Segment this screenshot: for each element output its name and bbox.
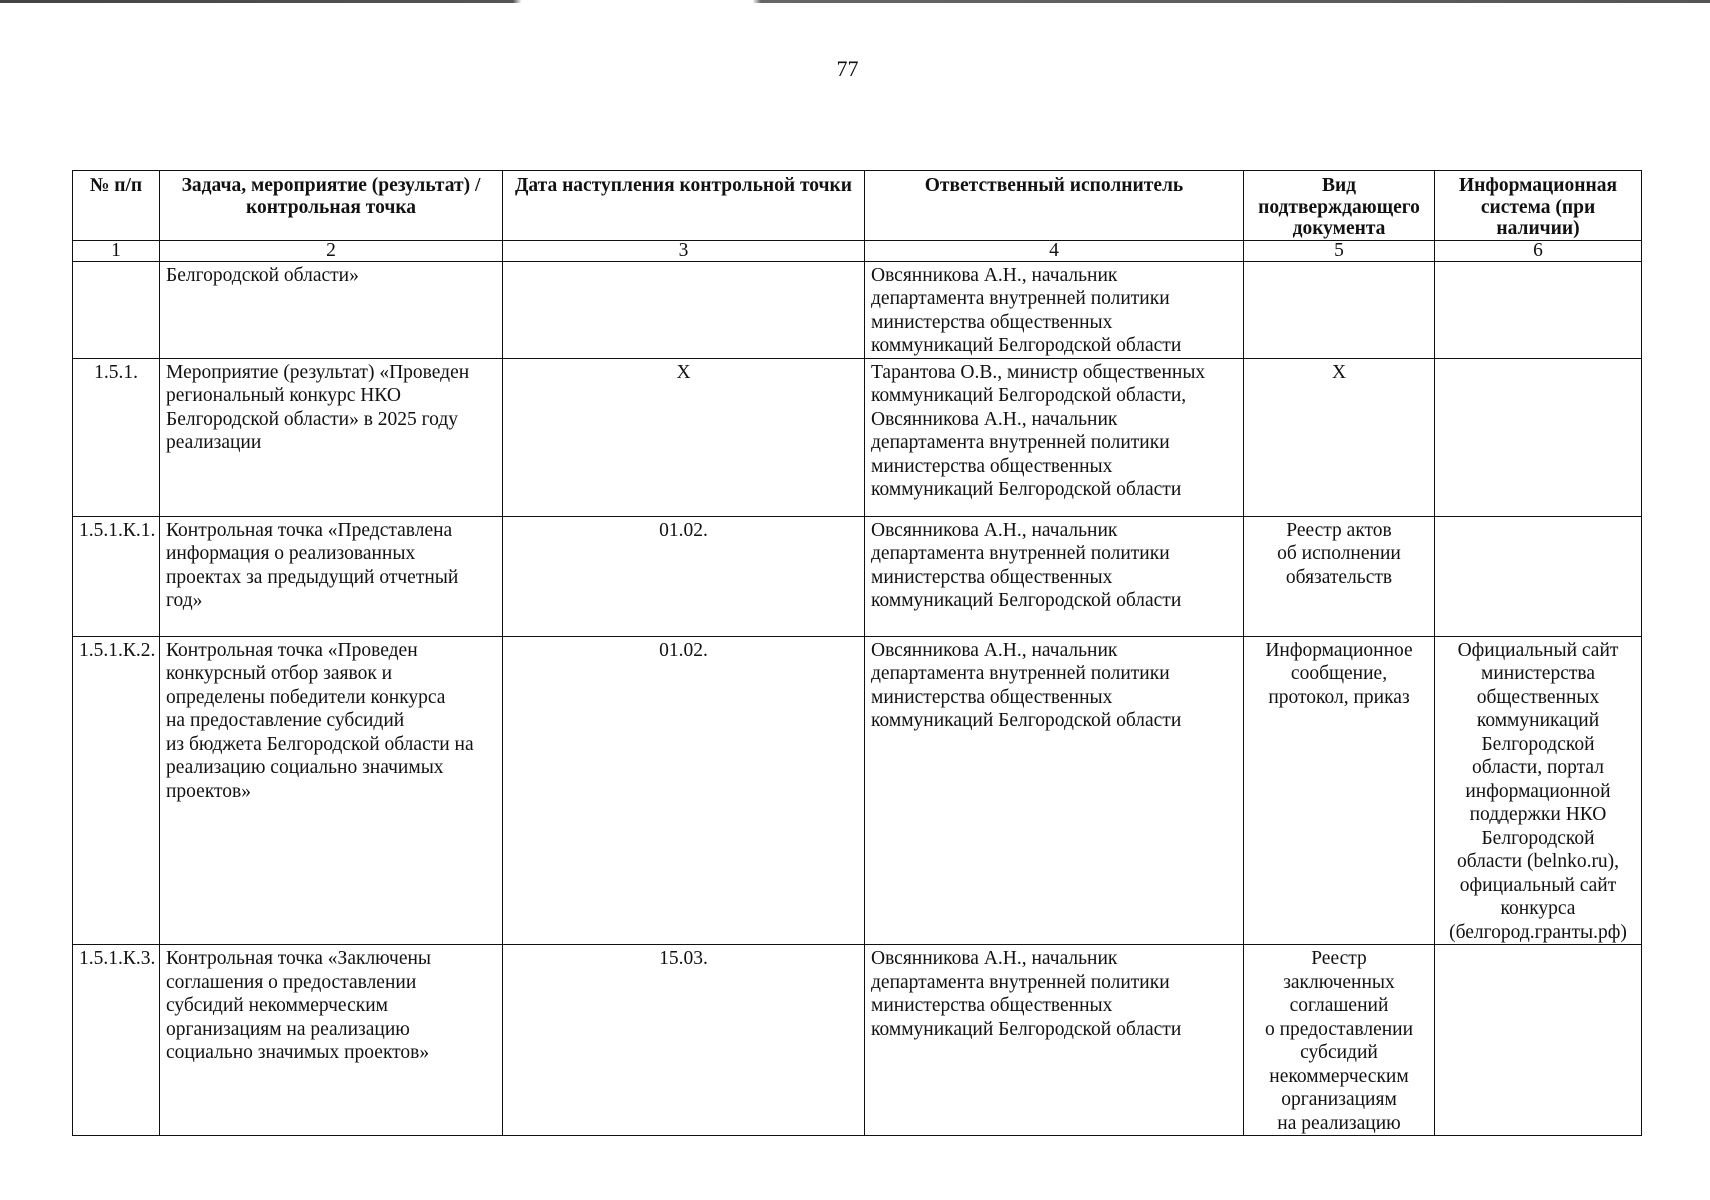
row-date: X (503, 358, 865, 516)
column-number: 5 (1244, 240, 1435, 261)
row-number: 1.5.1.К.3. (73, 945, 160, 1136)
header-system: Информационная система (при наличии) (1435, 171, 1642, 241)
column-number: 1 (73, 240, 160, 261)
row-responsible: Овсянникова А.Н., начальник департамента внутренней политики министерства общественных коммуникаций Белгородской области (865, 945, 1244, 1136)
column-numbers-row (73, 240, 1642, 261)
row-number: 1.5.1. (73, 358, 160, 516)
table-row (73, 636, 1642, 945)
row-date (503, 261, 865, 358)
control-points-table (72, 170, 1642, 1136)
header-responsible: Ответственный исполнитель (865, 171, 1244, 241)
row-number (73, 261, 160, 358)
table-header-row (73, 171, 1642, 241)
row-responsible: Тарантова О.В., министр общественных коммуникаций Белгородской области, Овсянникова А.Н., начальник департамента внутренней политики министерства общественных коммуникаций Белгородской области (865, 358, 1244, 516)
row-system (1435, 516, 1642, 636)
row-date: 15.03. (503, 945, 865, 1136)
column-number: 3 (503, 240, 865, 261)
row-task: Мероприятие (результат) «Проведен региональный конкурс НКО Белгородской области» в 2025 году реализации (160, 358, 503, 516)
row-responsible: Овсянникова А.Н., начальник департамента внутренней политики министерства общественных коммуникаций Белгородской области (865, 636, 1244, 945)
row-document: Реестр заключенных соглашений о предоставлении субсидий некоммерческим организациям на реализацию (1244, 945, 1435, 1136)
row-system (1435, 358, 1642, 516)
row-date: 01.02. (503, 516, 865, 636)
row-system (1435, 945, 1642, 1136)
header-number: № п/п (73, 171, 160, 241)
row-system (1435, 261, 1642, 358)
row-document: Реестр актов об исполнении обязательств (1244, 516, 1435, 636)
header-date: Дата наступления контрольной точки (503, 171, 865, 241)
row-number: 1.5.1.К.2. (73, 636, 160, 945)
row-date: 01.02. (503, 636, 865, 945)
row-document (1244, 261, 1435, 358)
row-system: Официальный сайт министерства общественных коммуникаций Белгородской области, портал информационной поддержки НКО Белгородской области (belnko.ru), официальный сайт конкурса (белгород.гранты.рф) (1435, 636, 1642, 945)
table-row (73, 261, 1642, 358)
column-number: 4 (865, 240, 1244, 261)
row-task: Контрольная точка «Проведен конкурсный отбор заявок и определены победители конкурса на предоставление субсидий из бюджета Белгородской области на реализацию социально значимых проектов» (160, 636, 503, 945)
row-task: Контрольная точка «Заключены соглашения о предоставлении субсидий некоммерческим организациям на реализацию социально значимых проектов» (160, 945, 503, 1136)
row-document: Информационное сообщение, протокол, приказ (1244, 636, 1435, 945)
scan-edge-line (0, 0, 1710, 3)
page-number: 77 (836, 56, 859, 81)
table-row (73, 358, 1642, 516)
row-responsible: Овсянникова А.Н., начальник департамента внутренней политики министерства общественных коммуникаций Белгородской области (865, 261, 1244, 358)
row-number: 1.5.1.К.1. (73, 516, 160, 636)
row-document: X (1244, 358, 1435, 516)
column-number: 6 (1435, 240, 1642, 261)
row-task: Белгородской области» (160, 261, 503, 358)
row-responsible: Овсянникова А.Н., начальник департамента внутренней политики министерства общественных коммуникаций Белгородской области (865, 516, 1244, 636)
header-task: Задача, мероприятие (результат) / контрольная точка (160, 171, 503, 241)
table-row (73, 945, 1642, 1136)
table-row (73, 516, 1642, 636)
header-document: Вид подтверждающего документа (1244, 171, 1435, 241)
column-number: 2 (160, 240, 503, 261)
row-task: Контрольная точка «Представлена информация о реализованных проектах за предыдущий отчетный год» (160, 516, 503, 636)
